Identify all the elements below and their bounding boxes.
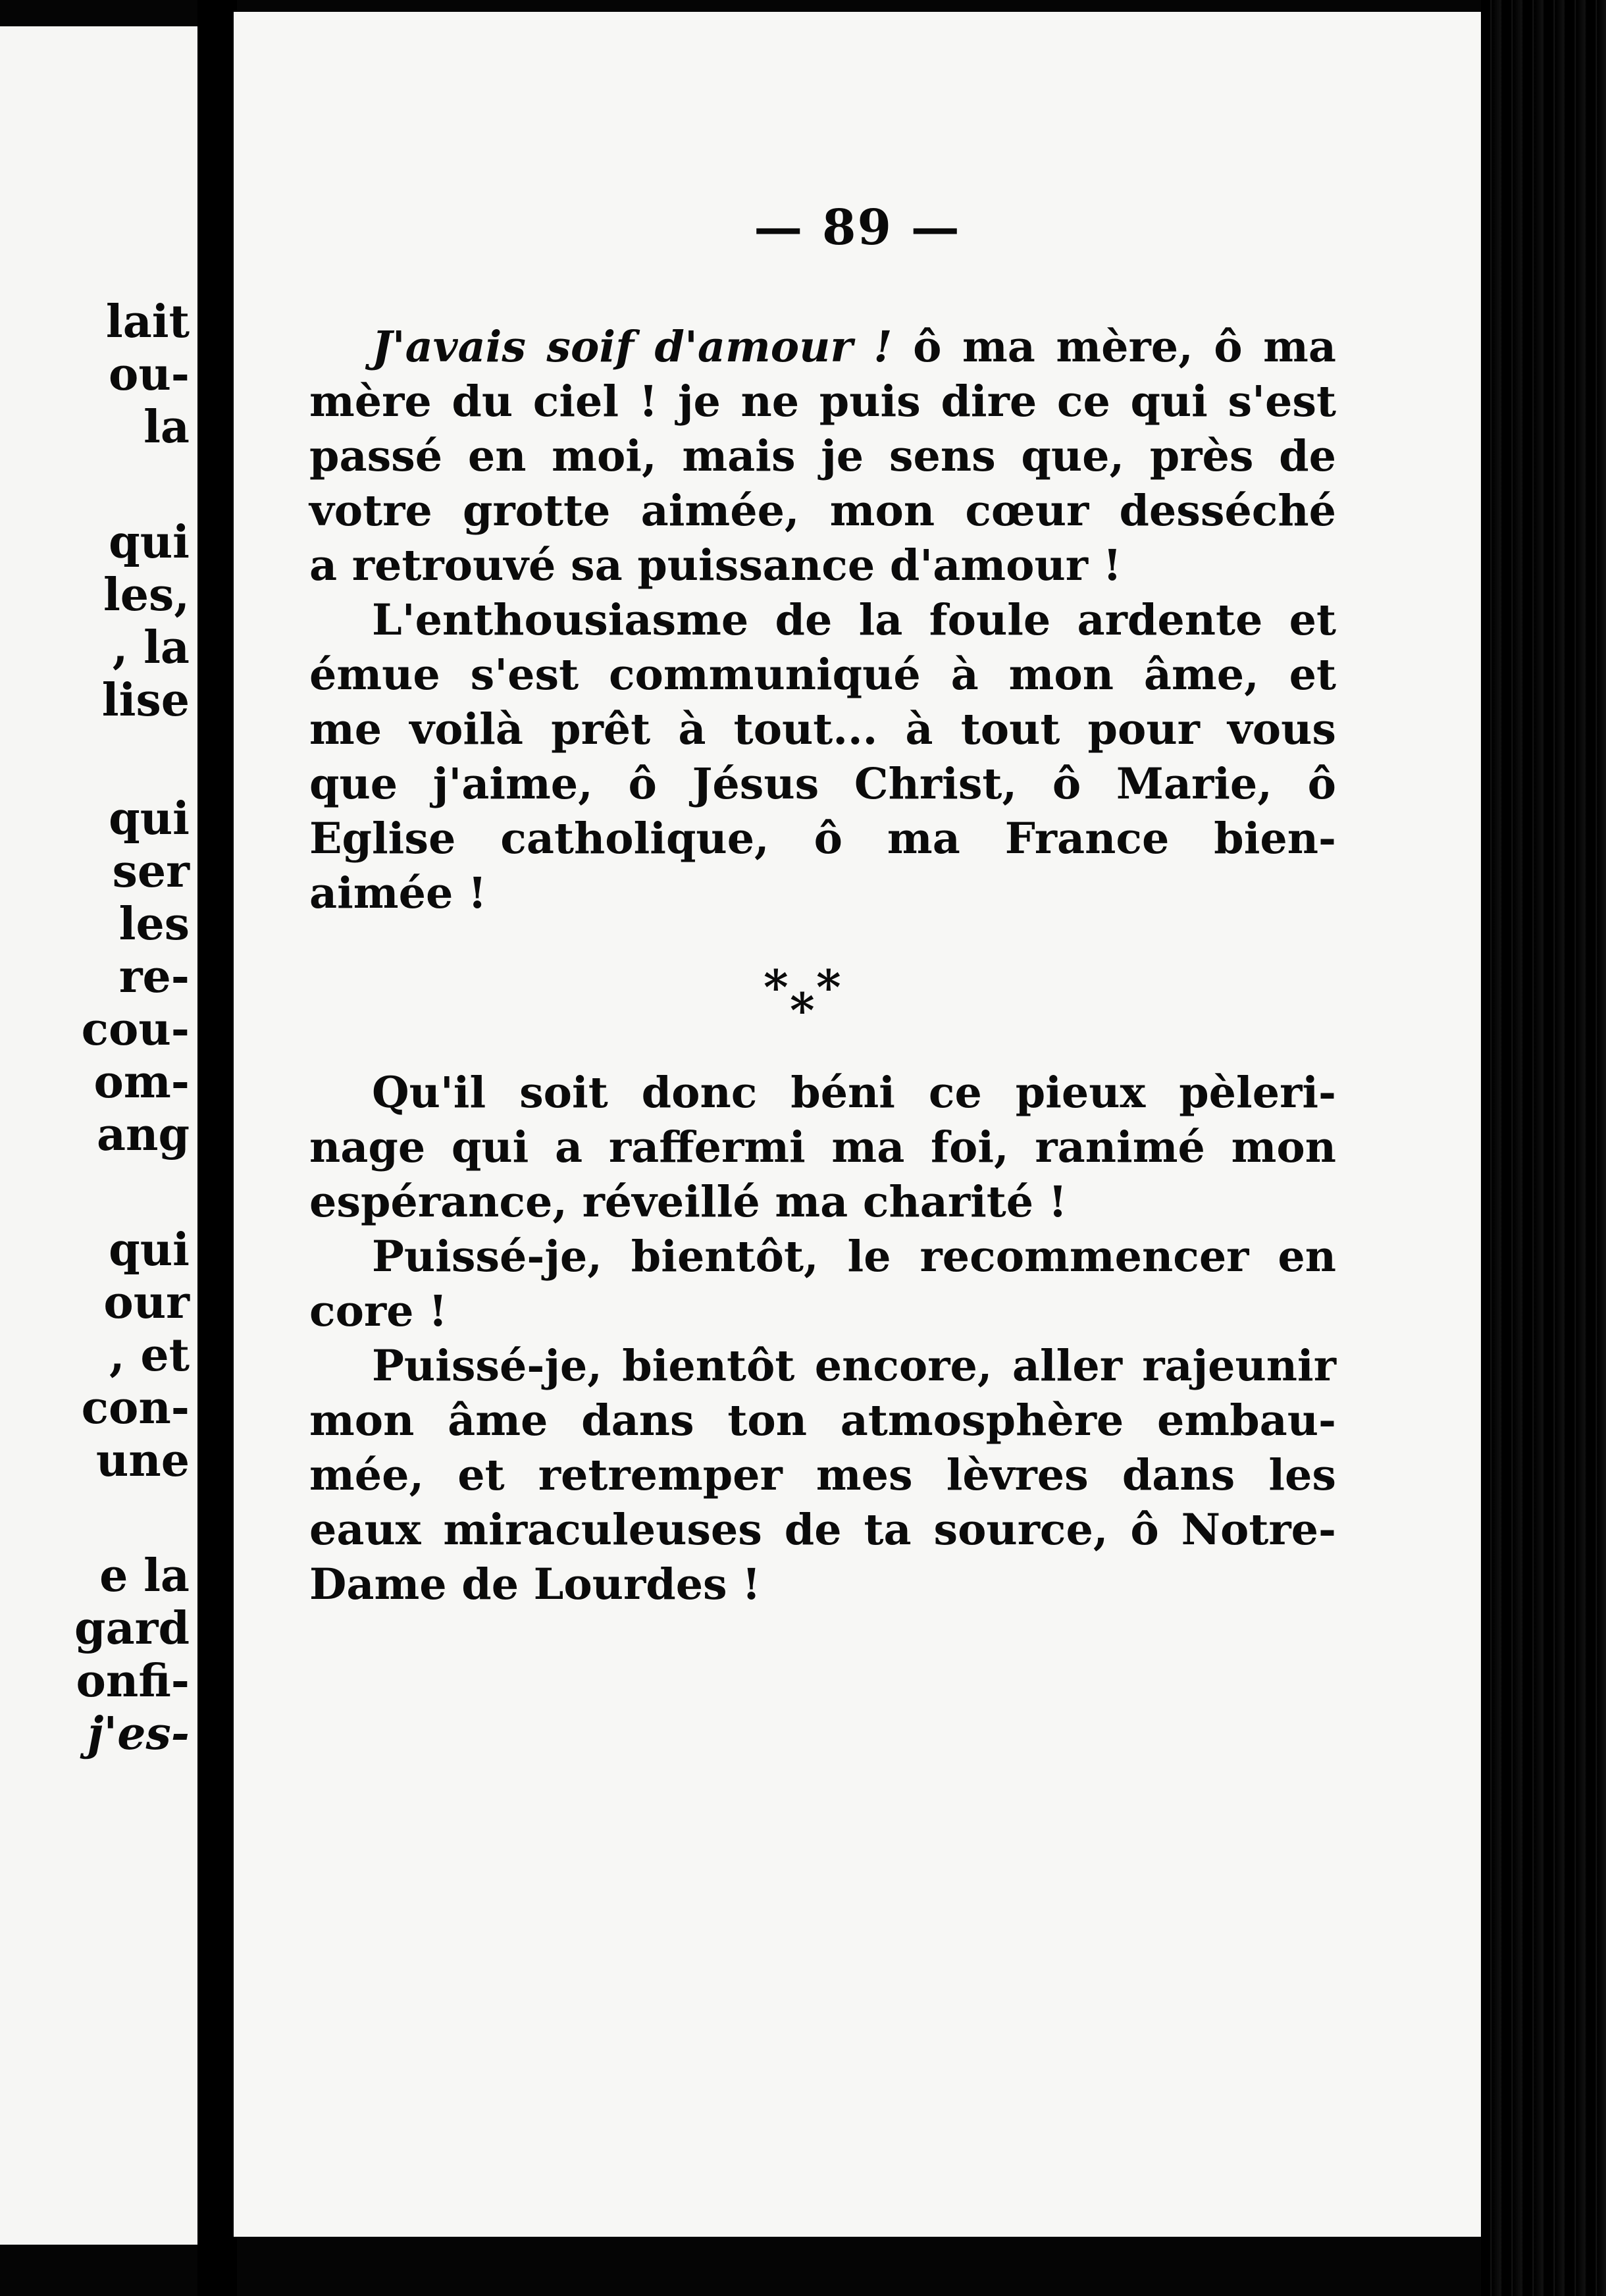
facing-page-fragment: gard: [74, 1602, 190, 1655]
facing-page-fragment: qui: [109, 516, 190, 569]
book-page: [234, 12, 1481, 2237]
paragraph-2-line: aimée !: [309, 868, 487, 918]
asterism-star: *: [764, 959, 789, 1015]
page-edge-strips: [1481, 0, 1606, 2296]
asterism-star: *: [816, 959, 841, 1015]
page-body: [309, 320, 1336, 1612]
paragraph-2-line: Eglise catholique, ô ma France bien-: [309, 814, 1336, 864]
facing-page-fragment: onfi-: [76, 1655, 190, 1708]
facing-page-fragment: ou-: [108, 348, 190, 401]
paragraph-1-line: passé en moi, mais je sens que, près de: [309, 431, 1336, 481]
facing-page-fragment: , la: [112, 621, 190, 674]
paragraph-2-line: L'enthousiasme de la foule ardente et: [372, 595, 1336, 645]
facing-page-fragment: om-: [93, 1056, 190, 1109]
paragraph-5-line: mée, et retremper mes lèvres dans les: [309, 1450, 1336, 1500]
facing-page-fragment: les: [118, 898, 190, 951]
line-text: ô ma mère, ô ma: [892, 322, 1336, 372]
page-number: — 89 —: [754, 199, 961, 256]
facing-page-fragment: con-: [81, 1382, 190, 1434]
facing-page-fragment: , et: [109, 1329, 190, 1382]
paragraph-1-line: votre grotte aimée, mon cœur desséché: [309, 486, 1336, 536]
paragraph-1-line-1: [309, 320, 1336, 375]
facing-page-fragment: e la: [99, 1550, 190, 1602]
paragraph-5-line: mon âme dans ton atmosphère embau-: [309, 1396, 1336, 1446]
paragraph-2-line: me voilà prêt à tout... à tout pour vous: [309, 704, 1336, 754]
paragraph-4-line: Puissé-je, bientôt, le recommencer en: [372, 1232, 1336, 1282]
facing-page-fragment: ang: [96, 1109, 190, 1161]
paragraph-2-line: que j'aime, ô Jésus Christ, ô Marie, ô: [309, 759, 1336, 809]
facing-page-fragment: our: [103, 1276, 190, 1329]
paragraph-3-line: Qu'il soit donc béni ce pieux pèleri-: [372, 1068, 1336, 1118]
italic-phrase: J'avais soif d'amour !: [372, 322, 893, 372]
facing-page-fragment: la: [143, 401, 190, 454]
facing-page-fragment: lise: [101, 674, 190, 727]
facing-page-fragment: qui: [109, 1224, 190, 1276]
facing-page-fragment: une: [95, 1434, 190, 1487]
facing-page-fragment: re-: [118, 951, 190, 1003]
paragraph-1-line: mère du ciel ! je ne puis dire ce qui s'est: [309, 377, 1336, 427]
paragraph-4-line: core !: [309, 1286, 448, 1336]
facing-page-fragment: lait: [105, 296, 190, 348]
facing-page-fragment: les,: [103, 569, 190, 621]
facing-page-fragment: ser: [112, 845, 190, 898]
paragraph-3-line: nage qui a raffermi ma foi, ranimé mon: [309, 1122, 1336, 1172]
paragraph-3-line: espérance, réveillé ma charité !: [309, 1177, 1068, 1227]
facing-page-fragment: qui: [109, 793, 190, 845]
asterism-star: *: [790, 982, 815, 1038]
paragraph-2-line: émue s'est communiqué à mon âme, et: [309, 650, 1336, 700]
book-gutter: [197, 0, 237, 2296]
paragraph-1-line: a retrouvé sa puissance d'amour !: [309, 540, 1122, 590]
facing-page-fragment: cou-: [81, 1003, 190, 1056]
facing-page-fragment: j'es-: [87, 1708, 190, 1760]
paragraph-5-line: Dame de Lourdes !: [309, 1559, 761, 1609]
paragraph-5-line: Puissé-je, bientôt encore, aller rajeunir: [372, 1341, 1336, 1391]
asterism-separator: [309, 921, 1336, 1066]
paragraph-5-line: eaux miraculeuses de ta source, ô Notre-: [309, 1505, 1336, 1555]
facing-page-left: [0, 26, 197, 2245]
